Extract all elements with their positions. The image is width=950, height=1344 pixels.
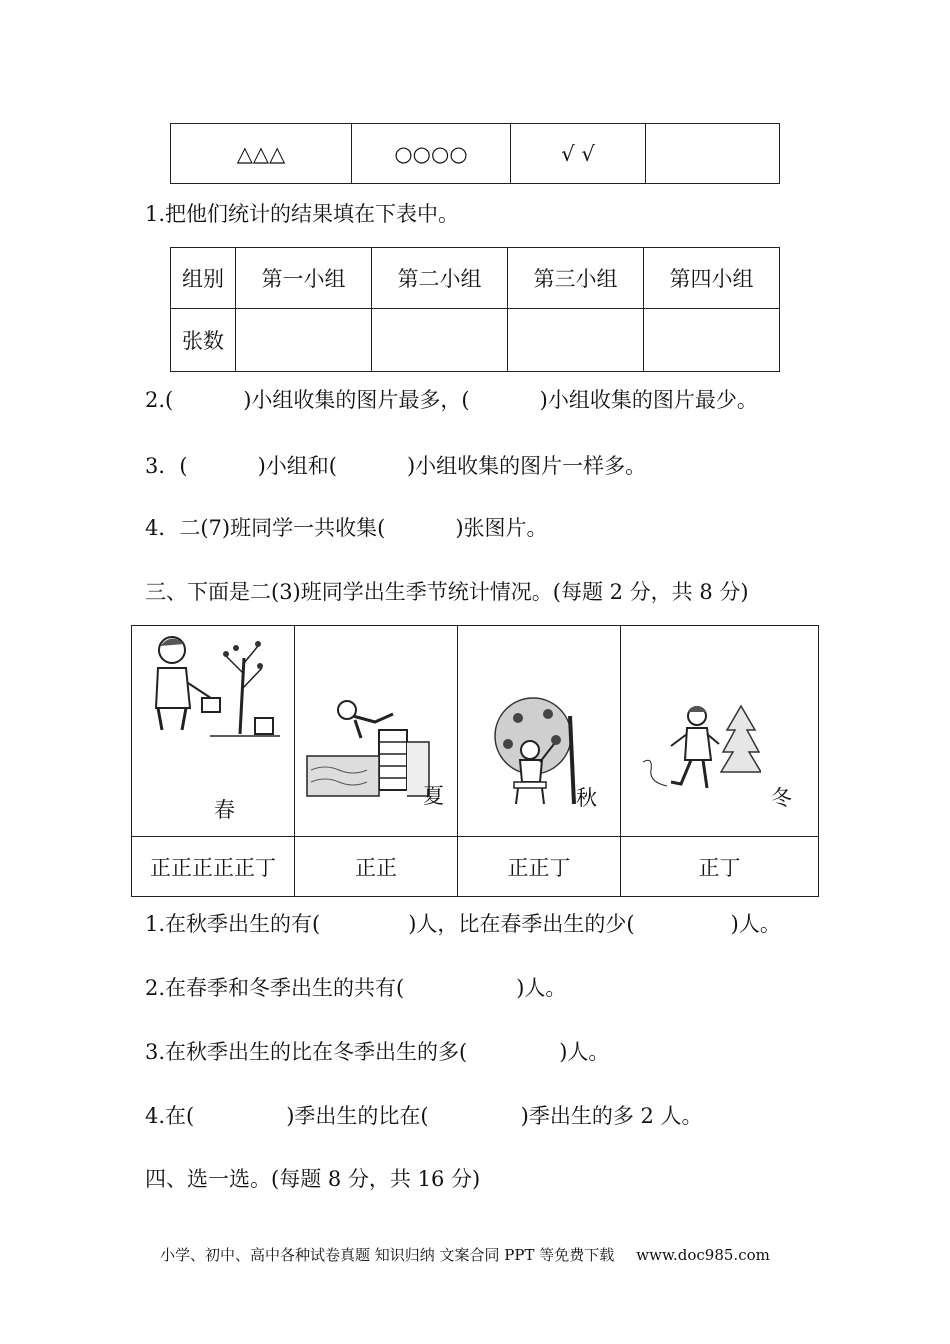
child-diving-pool-illustration [305, 692, 435, 802]
season-label-summer: 夏 [423, 784, 444, 808]
group-name-4: 第四小组 [644, 248, 780, 309]
tally-spring: 正正正正正丁 [132, 837, 295, 897]
season-label-autumn: 秋 [576, 786, 597, 810]
count-input-4[interactable] [644, 309, 780, 372]
section-3-question-4: 4.在( )季出生的比在( )季出生的多 2 人。 [145, 1104, 703, 1128]
count-input-2[interactable] [372, 309, 508, 372]
question-4: 4．二(7)班同学一共收集( )张图片。 [145, 516, 548, 540]
section-4-title: 四、选一选。(每题 8 分，共 16 分) [145, 1167, 481, 1191]
tally-summer: 正正 [295, 837, 458, 897]
tally-winter: 正丁 [621, 837, 819, 897]
season-cell-autumn [458, 626, 621, 837]
section-3-question-2: 2.在春季和冬季出生的共有( )人。 [145, 976, 567, 1000]
group-name-3: 第三小组 [508, 248, 644, 309]
count-row-label: 张数 [171, 309, 236, 372]
group-header-label: 组别 [171, 248, 236, 309]
group-name-1: 第一小组 [236, 248, 372, 309]
season-cell-winter [621, 626, 819, 837]
question-2: 2.( )小组收集的图片最多，( )小组收集的图片最少。 [145, 388, 758, 412]
footer-text: 小学、初中、高中各种试卷真题 知识归纳 文案合同 PPT 等免费下载 [160, 1246, 615, 1264]
count-input-1[interactable] [236, 309, 372, 372]
question-3: 3．( )小组和( )小组收集的图片一样多。 [145, 454, 647, 478]
season-table [131, 625, 819, 897]
section-3-title: 三、下面是二(3)班同学出生季节统计情况。(每题 2 分，共 8 分) [145, 580, 749, 604]
child-skating-illustration [641, 700, 761, 810]
question-1: 1.把他们统计的结果填在下表中。 [145, 202, 460, 226]
group-name-2: 第二小组 [372, 248, 508, 309]
check-tally-cell: √ √ [511, 124, 646, 184]
symbol-tally-table [170, 123, 780, 184]
season-cell-spring [132, 626, 295, 837]
tally-autumn: 正正丁 [458, 837, 621, 897]
footer-url[interactable]: www.doc985.com [636, 1246, 770, 1264]
group-count-table [170, 247, 780, 372]
count-input-3[interactable] [508, 309, 644, 372]
triangle-tally-cell: △△△ [171, 124, 352, 184]
child-watering-tree-illustration [140, 628, 290, 748]
season-cell-summer [295, 626, 458, 837]
empty-tally-cell [646, 124, 780, 184]
child-picking-fruit-illustration [478, 696, 588, 806]
section-3-question-1: 1.在秋季出生的有( )人，比在春季出生的少( )人。 [145, 912, 781, 936]
page-footer [160, 1244, 770, 1265]
circle-tally-cell: ○○○○ [352, 124, 511, 184]
season-label-spring: 春 [214, 798, 235, 822]
season-label-winter: 冬 [771, 786, 792, 810]
section-3-question-3: 3.在秋季出生的比在冬季出生的多( )人。 [145, 1040, 610, 1064]
